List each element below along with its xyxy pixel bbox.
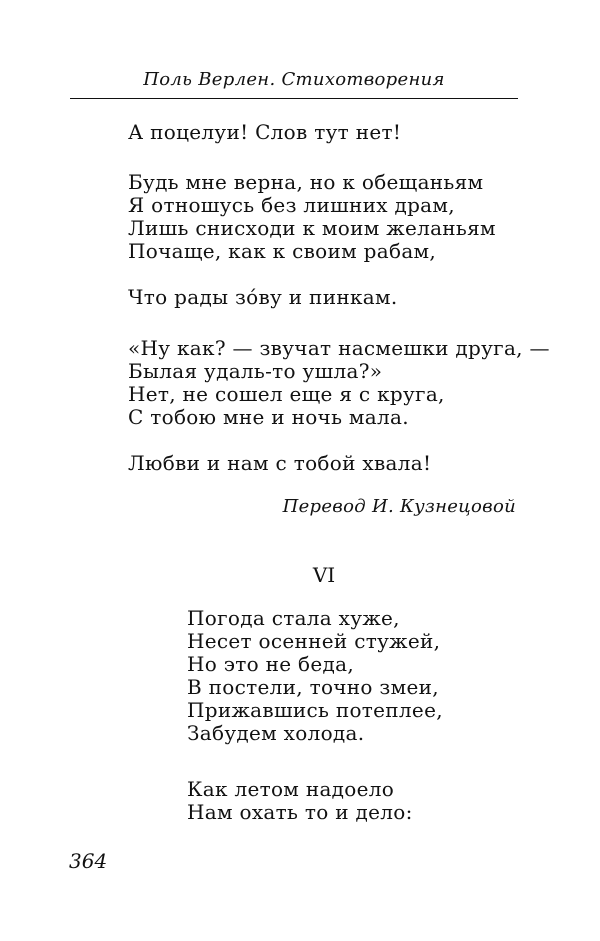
verse-line: Забудем холода. [187,721,365,745]
translator-credit: Перевод И. Кузнецовой [282,496,516,517]
verse-line: Как летом надоело [187,777,395,801]
poem-v-stanza-3 [128,286,398,309]
poem-v-stanza-2 [128,171,496,263]
verse-line: Лишь снисходи к моим желаньям [128,216,496,240]
verse-line: Прижавшись потеплее, [187,698,443,722]
header-rule [70,98,518,99]
section-number: VI [312,563,336,587]
poem-vi-stanza-2 [187,778,413,824]
verse-line: Но это не беда, [187,652,354,676]
verse-line: В постели, точно змеи, [187,675,439,699]
verse-line: Нет, не сошел еще я с круга, [128,382,445,406]
page-number: 364 [69,849,108,873]
verse-line: Несет осенней стужей, [187,629,441,653]
verse-line: Почаще, как к своим рабам, [128,239,437,263]
verse-line: А поцелуи! Слов тут нет! [128,120,402,144]
verse-line: Что рады зо́ву и пинкам. [128,285,398,309]
verse-line: Былая удаль-то ушла?» [128,359,383,383]
verse-line: С тобою мне и ночь мала. [128,405,409,429]
poem-v-stanza-1 [128,121,401,144]
verse-line: Нам охать то и дело: [187,800,413,824]
running-head: Поль Верлен. Стихотворения [143,69,445,90]
verse-line: Погода стала хуже, [187,606,400,630]
verse-line: Я отношусь без лишних драм, [128,193,455,217]
verse-line: Любви и нам с тобой хвала! [128,451,432,475]
verse-line: Будь мне верна, но к обещаньям [128,170,484,194]
verse-line: «Ну как? — звучат насмешки друга, — [128,336,550,360]
poem-v-stanza-4 [128,337,550,429]
poem-vi-stanza-1 [187,607,443,745]
poem-v-stanza-5 [128,452,431,475]
